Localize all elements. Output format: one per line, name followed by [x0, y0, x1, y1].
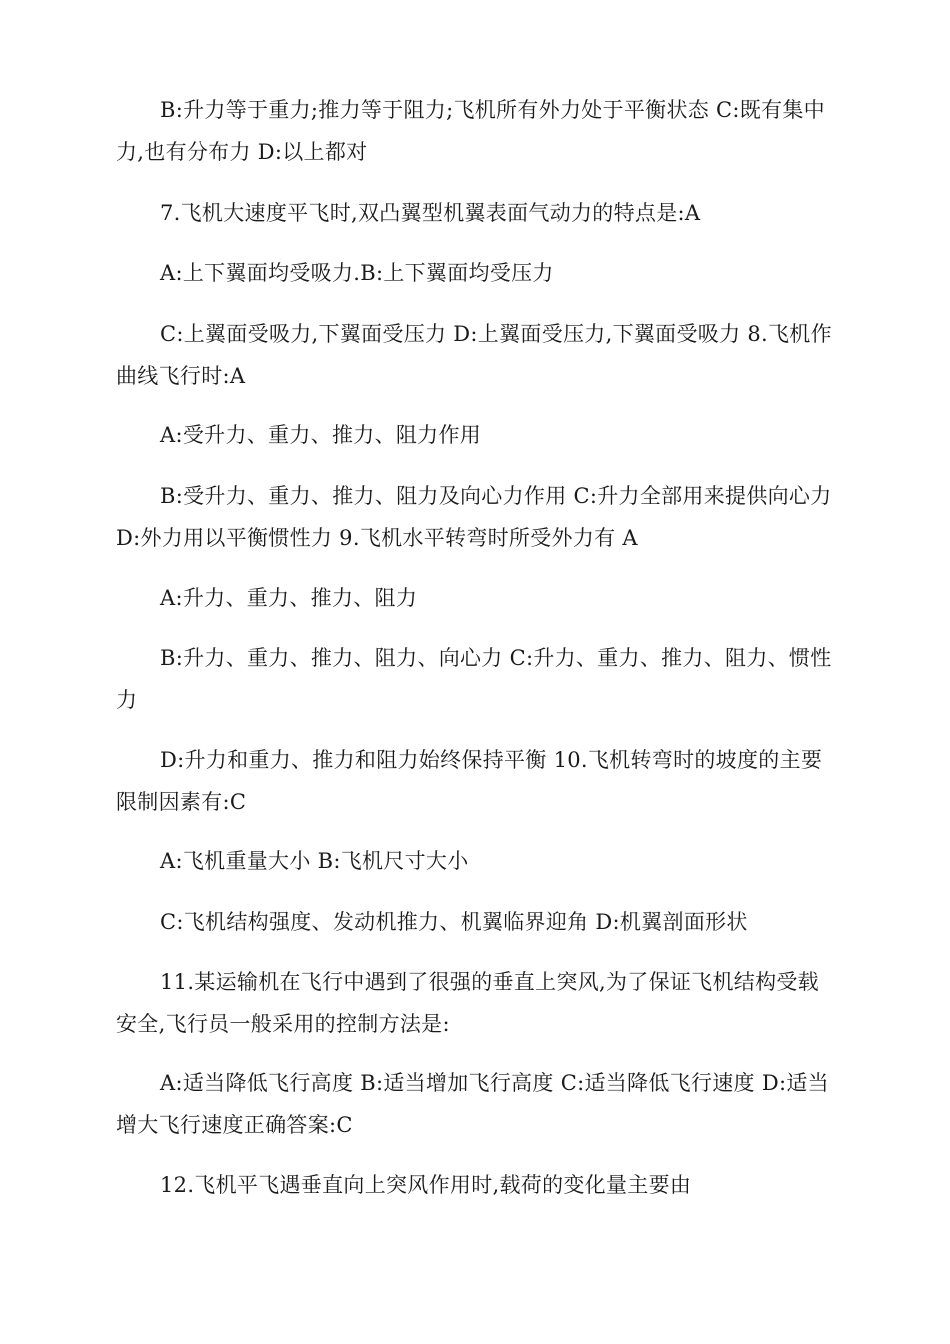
paragraph-question-7: 7.飞机大速度平飞时,双凸翼型机翼表面气动力的特点是:A [160, 201, 701, 225]
paragraph-question-8-option-b-c-d: B:受升力、重力、推力、阻力及向心力作用 C:升力全部用来提供向心力 D:外力用以平衡惯性力 9.飞机水平转弯时所受外力有 A [116, 484, 832, 550]
paragraph-question-7-option-a-b: A:上下翼面均受吸力.B:上下翼面均受压力 [160, 261, 554, 285]
paragraph-question-11-options: A:适当降低飞行高度 B:适当增加飞行高度 C:适当降低飞行速度 D:适当增大飞行速度正确答案:C [116, 1071, 829, 1137]
paragraph-question-9-option-b-c: B:升力、重力、推力、阻力、向心力 C:升力、重力、推力、阻力、惯性力 [116, 646, 832, 712]
paragraph-question-10-option-a-b: A:飞机重量大小 B:飞机尺寸大小 [160, 849, 469, 873]
paragraph-question-10-option-c-d: C:飞机结构强度、发动机推力、机翼临界迎角 D:机翼剖面形状 [160, 910, 748, 934]
paragraph-question-11: 11.某运输机在飞行中遇到了很强的垂直上突风,为了保证飞机结构受载安全,飞行员一般采用的控制方法是: [116, 970, 819, 1036]
paragraph-question-7-option-c-d: C:上翼面受吸力,下翼面受压力 D:上翼面受压力,下翼面受吸力 8.飞机作曲线飞行时:A [116, 322, 832, 388]
paragraph-question-8-option-a: A:受升力、重力、推力、阻力作用 [160, 423, 482, 447]
paragraph-question-9-option-d: D:升力和重力、推力和阻力始终保持平衡 10.飞机转弯时的坡度的主要限制因素有:C [116, 748, 823, 814]
paragraph-question-9-option-a: A:升力、重力、推力、阻力 [160, 586, 418, 610]
paragraph-question-6-option-b-c-d: B:升力等于重力;推力等于阻力;飞机所有外力处于平衡状态 C:既有集中力,也有分布力 D:以上都对 [116, 98, 825, 164]
paragraph-question-12: 12.飞机平飞遇垂直向上突风作用时,载荷的变化量主要由 [160, 1173, 692, 1197]
